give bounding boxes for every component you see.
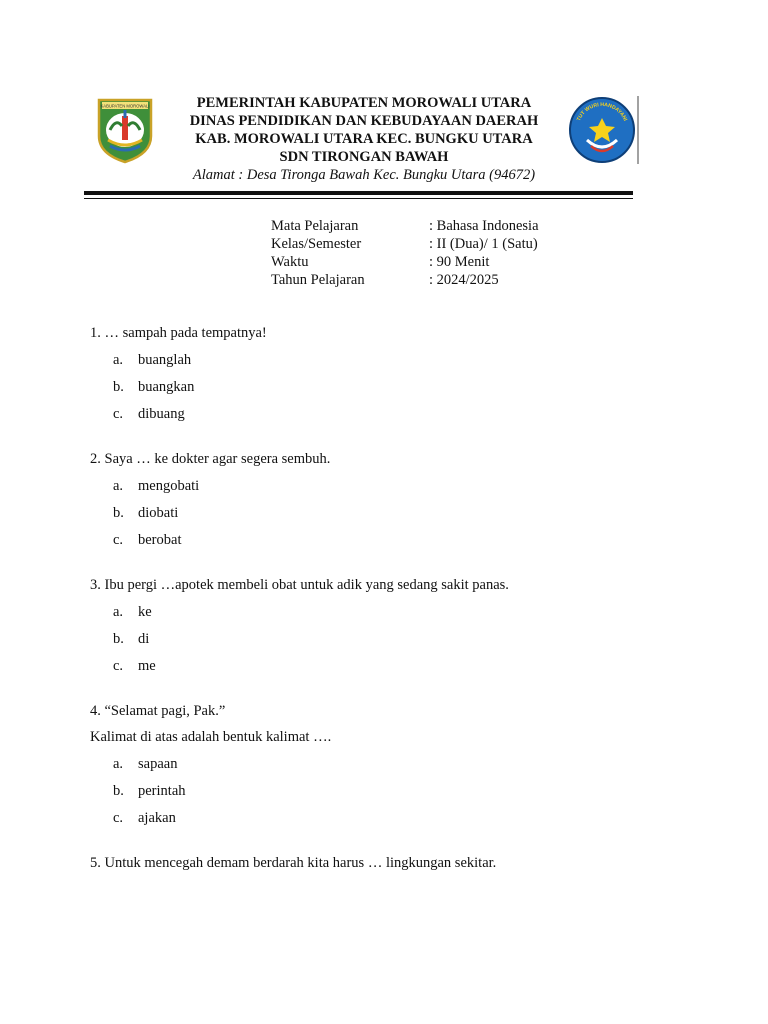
question-1 xyxy=(90,324,710,423)
option-letter: a. xyxy=(113,352,124,368)
option-text: diobati xyxy=(138,505,179,521)
option-a xyxy=(90,755,710,773)
option-a xyxy=(90,603,710,621)
option-text: berobat xyxy=(138,532,182,548)
question-3 xyxy=(90,576,710,675)
option-text: ke xyxy=(138,604,152,620)
question-text: 4. “Selamat pagi, Pak.” xyxy=(90,703,226,719)
identity-value: : Bahasa Indonesia xyxy=(429,218,539,234)
option-c xyxy=(90,657,710,675)
option-b xyxy=(90,378,710,396)
option-text: perintah xyxy=(138,783,186,799)
option-list xyxy=(90,351,710,423)
identity-value: : II (Dua)/ 1 (Satu) xyxy=(429,236,538,252)
option-letter: a. xyxy=(113,478,124,494)
kabupaten-morowali-emblem-icon xyxy=(96,96,154,164)
option-text: me xyxy=(138,658,156,674)
option-c xyxy=(90,531,710,549)
question-text: 1. … sampah pada tempatnya! xyxy=(90,325,267,341)
option-text: buangkan xyxy=(138,379,195,395)
option-letter: c. xyxy=(113,658,124,674)
letterhead-divider-thin xyxy=(84,198,633,199)
letterhead-line-government: PEMERINTAH KABUPATEN MOROWALI UTARA xyxy=(196,95,532,111)
letterhead-line-district: KAB. MOROWALI UTARA KEC. BUNGKU UTARA xyxy=(195,131,533,147)
question-text-continued: Kalimat di atas adalah bentuk kalimat …. xyxy=(90,729,332,745)
identity-row-year xyxy=(271,271,539,289)
option-list xyxy=(90,755,710,827)
question-5 xyxy=(90,854,710,872)
option-text: ajakan xyxy=(138,810,176,826)
question-2 xyxy=(90,450,710,549)
option-text: mengobati xyxy=(138,478,200,494)
question-text: 3. Ibu pergi …apotek membeli obat untuk adik yang sedang sakit panas. xyxy=(90,577,509,593)
identity-label: Mata Pelajaran xyxy=(271,218,359,234)
option-c xyxy=(90,405,710,423)
tut-wuri-handayani-logo-icon xyxy=(567,96,639,164)
identity-label: Tahun Pelajaran xyxy=(271,272,365,288)
identity-row-subject xyxy=(271,217,539,235)
option-text: dibuang xyxy=(138,406,185,422)
option-a xyxy=(90,351,710,369)
option-letter: b. xyxy=(113,631,124,647)
option-text: buanglah xyxy=(138,352,192,368)
option-letter: b. xyxy=(113,783,124,799)
option-list xyxy=(90,477,710,549)
option-letter: a. xyxy=(113,604,124,620)
option-letter: b. xyxy=(113,505,124,521)
option-text: di xyxy=(138,631,150,647)
option-c xyxy=(90,809,710,827)
option-text: sapaan xyxy=(138,756,178,772)
option-letter: c. xyxy=(113,810,124,826)
letterhead xyxy=(164,94,564,185)
option-letter: b. xyxy=(113,379,124,395)
question-text: 5. Untuk mencegah demam berdarah kita harus … lingkungan sekitar. xyxy=(90,855,497,871)
option-letter: a. xyxy=(113,756,124,772)
option-a xyxy=(90,477,710,495)
option-letter: c. xyxy=(113,532,124,548)
question-text: 2. Saya … ke dokter agar segera sembuh. xyxy=(90,451,331,467)
option-b xyxy=(90,782,710,800)
letterhead-divider-thick xyxy=(84,191,633,195)
exam-identity-table xyxy=(271,217,539,289)
identity-label: Kelas/Semester xyxy=(271,236,362,252)
option-list xyxy=(90,603,710,675)
letterhead-address: Alamat : Desa Tironga Bawah Kec. Bungku Utara (94672) xyxy=(192,167,536,183)
identity-row-time xyxy=(271,253,539,271)
question-list xyxy=(90,324,710,899)
identity-value: : 90 Menit xyxy=(429,254,490,270)
option-letter: c. xyxy=(113,406,124,422)
question-4 xyxy=(90,702,710,827)
identity-row-class xyxy=(271,235,539,253)
option-b xyxy=(90,630,710,648)
identity-label: Waktu xyxy=(271,254,309,270)
letterhead-line-school: SDN TIRONGAN BAWAH xyxy=(279,149,449,165)
identity-value: : 2024/2025 xyxy=(429,272,499,288)
emblem-text: KABUPATEN MOROWALI xyxy=(100,103,150,109)
option-b xyxy=(90,504,710,522)
letterhead-line-department: DINAS PENDIDIKAN DAN KEBUDAYAAN DAERAH xyxy=(189,113,539,129)
logo-motto-text: TUT WURI HANDAYANI xyxy=(575,101,629,123)
